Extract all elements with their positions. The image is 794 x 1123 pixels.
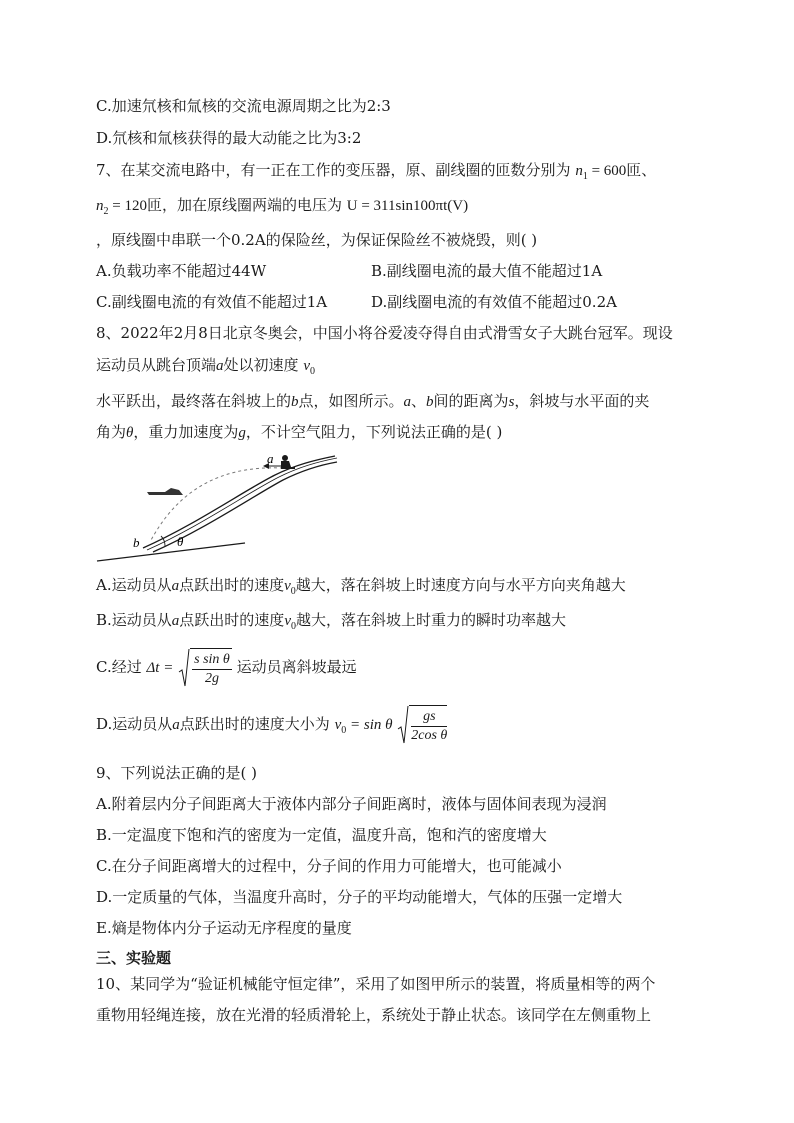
question-8-line-3 bbox=[96, 391, 649, 412]
q7-option-d-text: D.副线圈电流的有效值不能超过0.2A bbox=[371, 293, 617, 311]
ski-jump-figure bbox=[95, 450, 340, 565]
q8-var-g: g bbox=[238, 425, 246, 441]
q7-n2-value: = 120 bbox=[108, 198, 147, 214]
q8-var-b2: b bbox=[426, 394, 434, 410]
label-a: a bbox=[267, 451, 274, 466]
q8-text-a: 8、2022年2月8日北京冬奥会，中国小将谷爱凌夺得自由式滑雪女子大跳台冠军。现设 bbox=[96, 324, 673, 342]
option-c-text: C.加速氘核和氚核的交流电源周期之比为2:3 bbox=[96, 97, 391, 115]
ground-line bbox=[97, 543, 245, 561]
q8-text-c5: ，斜坡与水平面的夹 bbox=[514, 392, 650, 410]
q8-option-b: B.运动员从a点跃出时的速度$v_0$越大，落在斜坡上时重力的瞬时功率越大 bbox=[96, 611, 566, 632]
question-7-line-1 bbox=[96, 160, 656, 187]
q9-option-c: C.在分子间距离增大的过程中，分子间的作用力可能增大，也可能减小 bbox=[96, 857, 562, 875]
option-c-line bbox=[96, 96, 391, 116]
question-9: 9、下列说法正确的是( ) bbox=[96, 764, 258, 782]
q8-var-b: b bbox=[291, 394, 299, 410]
q7-voltage-formula: U = 311sin100πt(V) bbox=[346, 198, 469, 214]
q9-option-a: A.附着层内分子间距离大于液体内部分子间距离时，液体与固体间表现为浸润 bbox=[96, 795, 607, 813]
q9-option-b: B.一定温度下饱和汽的密度为一定值，温度升高，饱和汽的密度增大 bbox=[96, 826, 547, 844]
question-7-line-3 bbox=[96, 230, 537, 250]
q8-v0: $v_0$ bbox=[303, 358, 315, 377]
q9-option-d: D.一定质量的气体，当温度升高时，分子的平均动能增大，气体的压强一定增大 bbox=[96, 888, 623, 906]
q8-text-d2: ，重力加速度为 bbox=[133, 423, 239, 441]
q8-option-c-dt: Δt = bbox=[146, 660, 174, 676]
q8-var-a2: a bbox=[403, 394, 412, 410]
question-10-line-2: 重物用轻绳连接，放在光滑的轻质滑轮上，系统处于静止状态。该同学在左侧重物上 bbox=[96, 1006, 652, 1024]
mid-skier-icon bbox=[147, 488, 183, 495]
q7-option-c bbox=[96, 292, 327, 312]
q8-var-theta: θ bbox=[126, 425, 134, 441]
q7-text-a: 7、在某交流电路中，有一正在工作的变压器，原、副线圈的匝数分别为 bbox=[96, 161, 571, 179]
q7-option-a bbox=[96, 261, 266, 281]
q7-option-c-text: C.副线圈电流的有效值不能超过1A bbox=[96, 293, 328, 311]
q8-text-c3: 、 bbox=[411, 392, 427, 410]
q7-option-a-text: A.负载功率不能超过44W bbox=[96, 262, 267, 280]
q7-n1: $n_1$ bbox=[575, 163, 588, 182]
section-heading: 三、实验题 bbox=[96, 949, 172, 967]
q8-option-a: A.运动员从a点跃出时的速度$v_0$越大，落在斜坡上时速度方向与水平方向夹角越大 bbox=[96, 576, 626, 597]
q7-text-c: 匝，加在原线圈两端的电压为 bbox=[146, 196, 342, 214]
label-b: b bbox=[133, 535, 140, 550]
q7-text-b: 匝、 bbox=[626, 161, 657, 179]
q8-option-d-sqrt: $\frac{gs}{\text{2cos θ}}$ bbox=[397, 705, 447, 745]
q8-option-c-sqrt: $\frac{\text{s sin θ}}{2g}$ bbox=[178, 648, 232, 688]
question-8-line-2 bbox=[96, 355, 315, 382]
question-8-line-4 bbox=[96, 422, 502, 443]
q8-text-c4: 间的距离为 bbox=[433, 392, 509, 410]
q8-text-c2: 点，如图所示。 bbox=[298, 392, 404, 410]
option-d-line bbox=[96, 128, 361, 148]
question-8-line-1 bbox=[96, 323, 673, 343]
question-7-line-2 bbox=[96, 195, 468, 222]
option-d-text: D.氘核和氚核获得的最大动能之比为3:2 bbox=[96, 129, 362, 147]
q8-text-d3: ，不计空气阻力，下列说法正确的是( ) bbox=[245, 423, 503, 441]
question-10-line-1: 10、某同学为“验证机械能守恒定律”，采用了如图甲所示的装置，将质量相等的两个 bbox=[96, 975, 656, 993]
label-theta: θ bbox=[177, 534, 184, 549]
q9-option-e: E.熵是物体内分子运动无序程度的量度 bbox=[96, 919, 352, 937]
q8-text-d1: 角为 bbox=[96, 423, 127, 441]
q7-option-b-text: B.副线圈电流的最大值不能超过1A bbox=[371, 262, 603, 280]
q7-option-b bbox=[371, 261, 602, 281]
q8-option-c: C.经过 Δt = $\frac{\text{s sin θ}}{2g}$ 运动员离斜坡最远 bbox=[96, 648, 357, 688]
q7-n1-value: = 600 bbox=[587, 163, 627, 179]
q8-text-b1: 运动员从跳台顶端 bbox=[96, 356, 217, 374]
q8-var-a: a bbox=[216, 358, 224, 374]
q8-text-c1: 水平跃出，最终落在斜坡上的 bbox=[96, 392, 292, 410]
q8-text-b2: 处以初速度 bbox=[223, 356, 299, 374]
trajectory bbox=[150, 468, 283, 542]
q7-text-d: ，原线圈中串联一个0.2A的保险丝，为保证保险丝不被烧毁，则( ) bbox=[96, 231, 538, 249]
q7-n2: $n_2$ bbox=[96, 198, 109, 217]
q8-option-d: D.运动员从a点跃出时的速度大小为 $v_0 = \sin \theta$ $\frac{gs}{\text{2cos θ}}$ bbox=[96, 705, 447, 750]
q8-var-s: s bbox=[508, 394, 515, 410]
q7-option-d bbox=[371, 292, 617, 312]
